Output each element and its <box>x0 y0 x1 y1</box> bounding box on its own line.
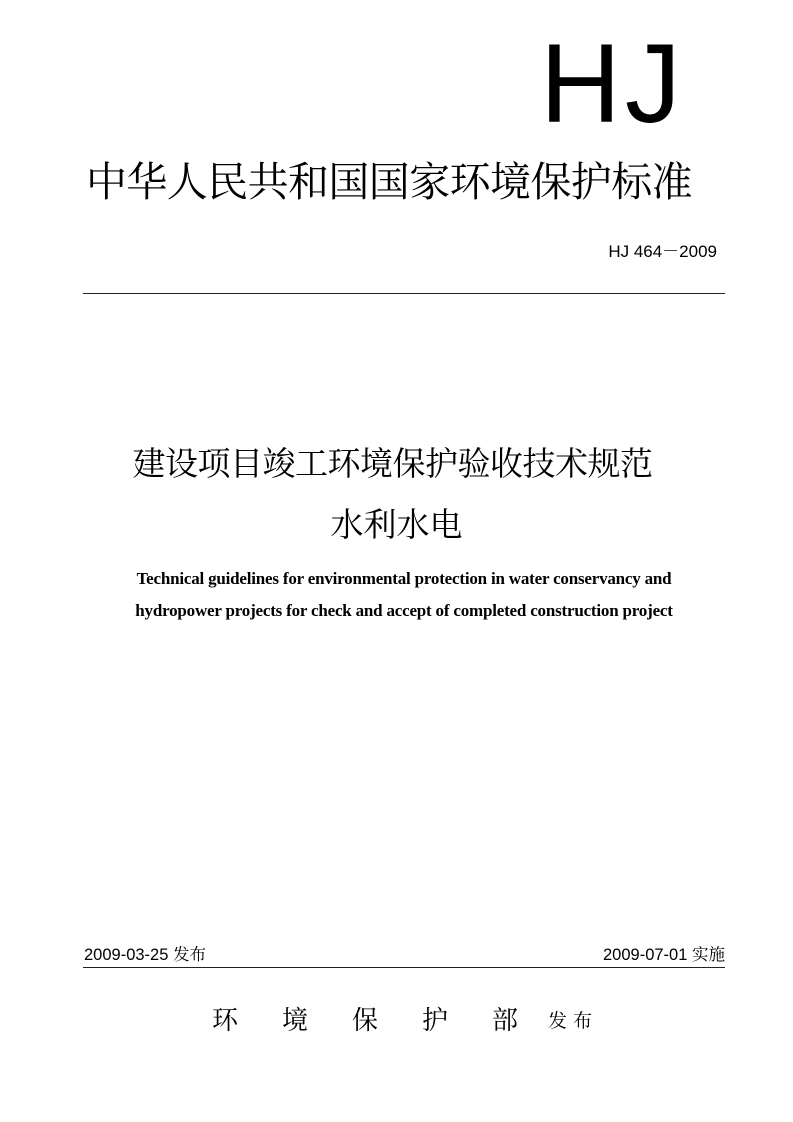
standard-category-title: 中华人民共和国国家环境保护标准 <box>86 158 692 206</box>
standard-number: HJ 464－2009 <box>608 242 717 261</box>
issuer-char: 环 <box>211 1006 238 1036</box>
issuer-char: 护 <box>421 1006 448 1036</box>
release-date: 2009-03-25 发布 <box>84 946 206 964</box>
english-title-line-1: Technical guidelines for environmental protection in water conservancy and <box>136 569 672 588</box>
chinese-title-line-2: 水利水电 <box>330 505 463 544</box>
issuer-char: 保 <box>351 1006 378 1036</box>
implementation-date: 2009-07-01 实施 <box>603 946 725 964</box>
english-title-line-2: hydropower projects for check and accept of completed construction project <box>135 601 673 620</box>
top-divider <box>83 293 725 294</box>
issuer-action: 发布 <box>548 1011 599 1032</box>
issuer-char: 部 <box>491 1006 518 1036</box>
issuer <box>208 1006 598 1037</box>
hj-logo: HJ <box>540 21 685 146</box>
bottom-divider <box>83 967 725 968</box>
chinese-title-line-1: 建设项目竣工环境保护验收技术规范 <box>132 444 653 483</box>
issuer-char: 境 <box>281 1006 308 1036</box>
